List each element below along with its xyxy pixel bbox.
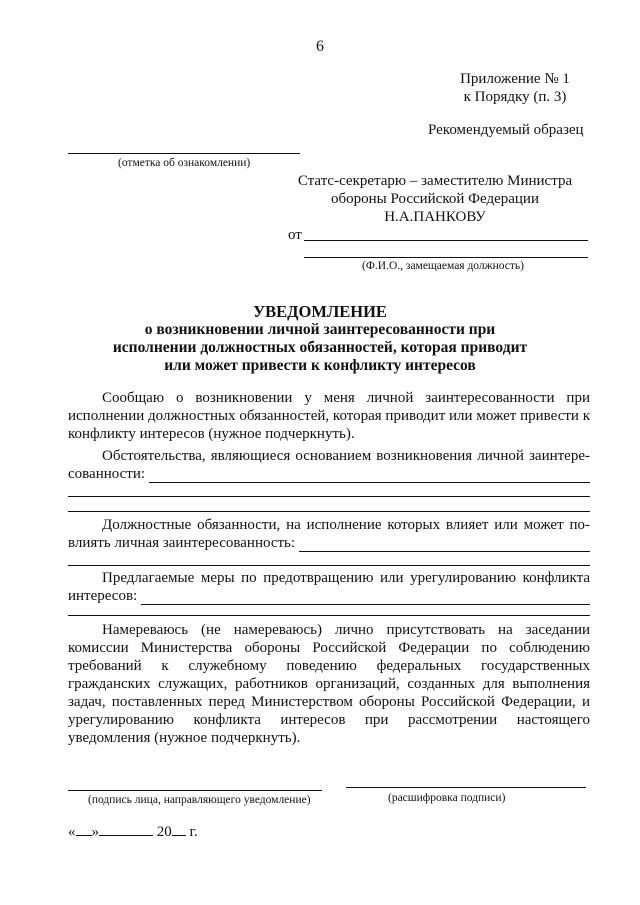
notice-title-line4: или может привести к конфликту интересов (164, 357, 476, 374)
addressee-block (285, 172, 585, 226)
date-month-field[interactable] (99, 821, 153, 836)
circumstances-row (68, 465, 590, 483)
signature-decoding-field[interactable] (346, 787, 586, 788)
sample-label: Рекомендуемый образец (428, 122, 584, 138)
paragraph-circumstances-text: Обстоятельства, являющиеся основанием возникновения личной заинтере- (102, 448, 590, 464)
notice-title-main: УВЕДОМЛЕНИЕ (253, 302, 387, 321)
paragraph-duties-text: Должностные обязанности, на исполнение которых влияет или может по- (102, 517, 590, 533)
date-day-field[interactable] (76, 821, 92, 836)
appendix-header (440, 70, 590, 106)
circumstances-field-line2[interactable] (68, 496, 590, 497)
from-position-field[interactable] (304, 257, 588, 258)
duties-row (68, 534, 590, 552)
signature-caption: (подпись лица, направляющего уведомление) (88, 794, 311, 806)
signature-field[interactable] (68, 790, 322, 791)
circumstances-field-line3[interactable] (68, 511, 590, 512)
date-year-field[interactable] (172, 821, 186, 836)
fio-caption: (Ф.И.О., замещаемая должность) (362, 260, 524, 272)
acknowledgement-caption: (отметка об ознакомлении) (118, 157, 251, 169)
date-close-quote: » (91, 824, 99, 840)
paragraph-duties (68, 516, 590, 552)
measures-field-line2[interactable] (68, 615, 590, 616)
from-label: от (288, 227, 302, 243)
notice-title-line2: о возникновении личной заинтересованности при (144, 321, 496, 338)
duties-field-line2[interactable] (68, 565, 590, 566)
date-row (68, 821, 198, 841)
duties-label: влиять личная заинтересованность: (68, 535, 296, 551)
addressee-name: Н.А.ПАНКОВУ (384, 209, 486, 225)
from-name-field[interactable] (304, 240, 588, 241)
addressee-ministry: обороны Российской Федерации (330, 191, 539, 207)
paragraph-measures (68, 569, 590, 605)
appendix-reference: к Порядку (п. 3) (463, 89, 567, 105)
measures-label: интересов: (68, 588, 138, 604)
notice-title (60, 303, 580, 375)
addressee-position: Статс-секретарю – заместителю Министра (297, 173, 573, 189)
appendix-number: Приложение № 1 (460, 71, 570, 87)
decoding-caption: (расшифровка подписи) (388, 792, 506, 804)
paragraph-measures-text: Предлагаемые меры по предотвращению или урегулированию конфликта (102, 570, 590, 586)
paragraph-interest-text: Сообщаю о возникновении у меня личной заинтересованности при исполнении должностных обязанностей, которая приводит или может привести к конфликту интересов (нужное подчеркнуть). (68, 390, 590, 442)
paragraph-circumstances (68, 447, 590, 483)
date-year-suffix: г. (189, 824, 198, 840)
page-number: 6 (316, 38, 324, 55)
paragraph-interest (68, 389, 590, 443)
duties-field[interactable] (299, 537, 590, 552)
acknowledgement-line[interactable] (68, 153, 300, 154)
measures-row (68, 587, 590, 605)
circumstances-field[interactable] (149, 468, 590, 483)
paragraph-commission (68, 621, 590, 747)
date-year-prefix: 20 (156, 824, 172, 840)
circumstances-label: сованности: (68, 466, 146, 482)
date-open-quote: « (68, 824, 76, 840)
paragraph-commission-text: Намереваюсь (не намереваюсь) лично присутствовать на заседании комиссии Министерства обороны Российской Федерации по соблюдению требований к служебному поведению федеральных государственных гражданских служащих, работников организаций, созданных для выполнения задач, поставленных перед Министерством обороны Российской Федерации, и урегулированию конфликта интересов при рассмотрении настоящего уведомления (нужное подчеркнуть). (68, 622, 590, 746)
notice-title-line3: исполнении должностных обязанностей, которая приводит (112, 339, 528, 356)
measures-field[interactable] (141, 590, 590, 605)
